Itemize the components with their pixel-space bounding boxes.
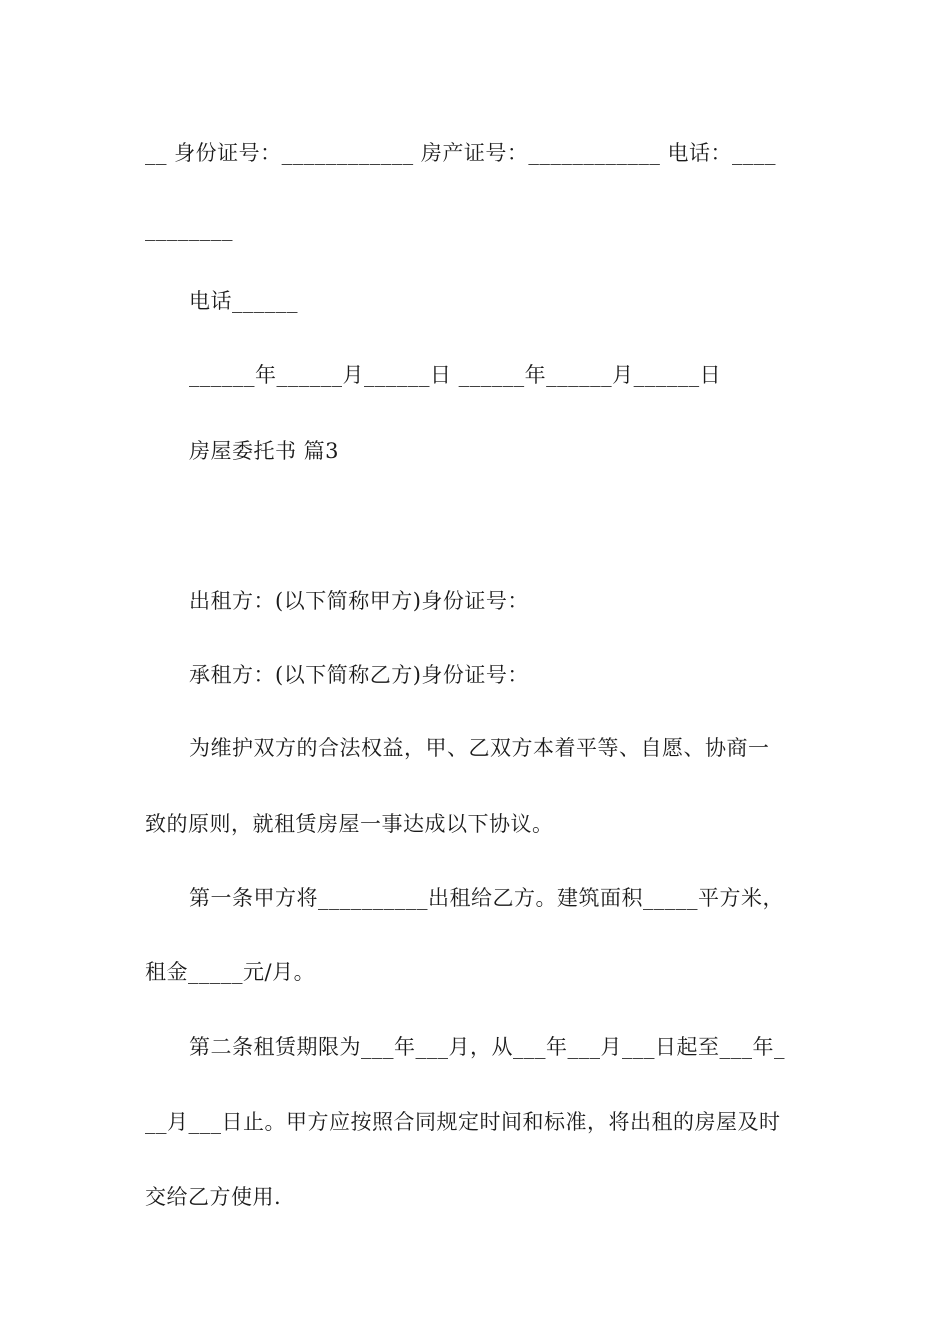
article-two-end: 交给乙方使用.	[145, 1185, 282, 1209]
date-line: ______年______月______日 ______年______月______日	[189, 363, 722, 387]
article-two-continued: __月___日止。甲方应按照合同规定时间和标准，将出租的房屋及时	[145, 1110, 781, 1134]
section-heading: 房屋委托书 篇3	[189, 439, 340, 463]
preamble-paragraph-continued: 致的原则，就租赁房屋一事达成以下协议。	[145, 812, 554, 836]
lessee-line: 承租方：(以下简称乙方)身份证号：	[189, 663, 529, 687]
contact-info-line-continued: ________	[145, 217, 233, 241]
contact-info-line: __ 身份证号：____________ 房产证号：____________ 电话：____	[145, 141, 777, 165]
article-one-paragraph: 第一条甲方将__________出租给乙方。建筑面积_____平方米，	[189, 886, 784, 910]
lessor-line: 出租方：(以下简称甲方)身份证号：	[189, 589, 529, 613]
preamble-paragraph: 为维护双方的合法权益，甲、乙双方本着平等、自愿、协商一	[189, 736, 770, 760]
phone-line: 电话______	[189, 289, 298, 313]
article-two-paragraph: 第二条租赁期限为___年___月，从___年___月___日起至___年_	[189, 1035, 785, 1059]
article-one-continued: 租金_____元/月。	[145, 960, 316, 984]
